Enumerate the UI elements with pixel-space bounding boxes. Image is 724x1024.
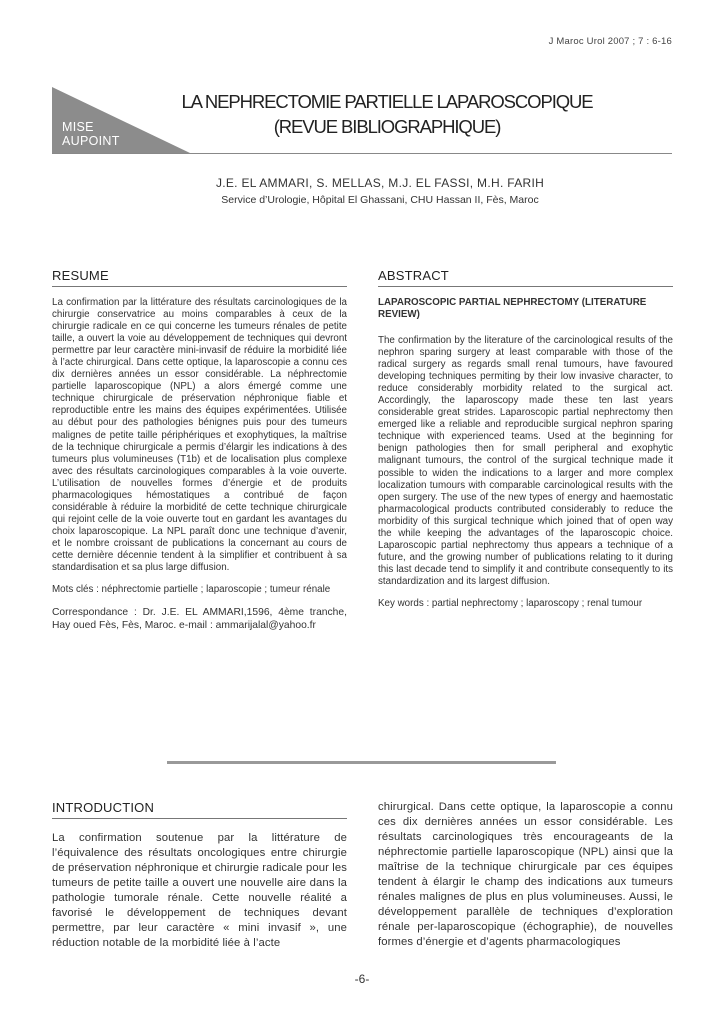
abstract-keywords: Key words : partial nephrectomy ; laparoscopy ; renal tumour <box>378 597 643 609</box>
abstract-body: The confirmation by the literature of the carcinological results of the nephron sparing surgery at least comparable with those of the radical surgery as regards small renal tumours, have favoured developing techniques permiting by their low invasive character, to reduce considerably morbidity related to the surgical act. Accordingly, the laparoscopy made these ten last years considerable great strides. Laparoscopic partial nephrectomy then emerged like a reliable and reproducible surgical nephron sparing technique with experienced teams. Used at the beginning for benign pathologies then for small peripheral and exophytic malignant tumours, the control of the surgical technique made it possible to widen the indications to a larger and more complex localization tumours with comparable carcinological results with the open surgery. The use of the new types of energy and haemostatic pharmacological products contributed considerably to reduce the morbidity of this surgical technique which joined that of open way the while keeping the advantages of the laparoscopic choice. Laparoscopic partial nephrectomy thus appears a technique of a future, and the growing number of publications relating to it during this last decade tend to simplify it and contribute consequently to its standardization and its largest diffusion. <box>378 335 673 587</box>
banner-label-line1: MISE <box>62 120 94 134</box>
banner-label-line2: AUPOINT <box>62 134 120 148</box>
introduction-text-right: chirurgical. Dans cette optique, la laparoscopie a connu ces dix dernières années un essor considérable. Les résultats carcinologiques très encourageants de la néphrectomie partielle laparoscopique (NPL) ainsi que la maîtrise de la technique chirurgicale par ces équipes tendent à élargir le champ des indications aux tumeurs rénales malignes de plus en plus volumineuses. Aussi, le développement parallèle de techniques d’exploration rénale per-laparoscopique (échographie), de nouvelles formes d’énergie et d’agents pharmacologiques <box>378 801 673 948</box>
title-rule <box>52 153 672 154</box>
abstract-column <box>378 268 673 610</box>
abstract-subtitle: LAPAROSCOPIC PARTIAL NEPHRECTOMY (LITERATURE REVIEW) <box>378 297 647 320</box>
resume-column <box>52 268 347 632</box>
resume-keywords: Mots clés : néphrectomie partielle ; laparoscopie ; tumeur rénale <box>52 584 331 596</box>
section-separator <box>167 761 556 764</box>
introduction-heading: INTRODUCTION <box>52 800 347 819</box>
page-number: -6- <box>354 972 370 986</box>
affiliation: Service d’Urologie, Hôpital El Ghassani, CHU Hassan II, Fès, Maroc <box>221 194 539 206</box>
authors: J.E. EL AMMARI, S. MELLAS, M.J. EL FASSI, M.H. FARIH <box>215 176 545 190</box>
title-line-2: (REVUE BIBLIOGRAPHIQUE) <box>273 116 501 137</box>
title-line-1: LA NEPHRECTOMIE PARTIELLE LAPAROSCOPIQUE <box>181 91 593 112</box>
introduction-left-column <box>52 800 347 951</box>
resume-heading: RESUME <box>52 268 347 287</box>
introduction-text-left: La confirmation soutenue par la littérature de l’équivalence des résultats oncologiques entre chirurgie de préservation néphronique et chirurgie radicale pour les tumeurs de petite taille a ouvert une nouvelle aire dans la pathologie tumorale rénale. Cette nouvelle réalité a favorisé le développement de techniques devant permettre, par leur caractère « mini invasif », une réduction notable de la morbidité liée à l’acte <box>52 832 347 949</box>
resume-body: La confirmation par la littérature des résultats carcinologiques de la chirurgie conservatrice au moins comparables à ceux de la chirurgie radicale en ce qui concerne les tumeurs rénales de petite taille, a ouvert la voie au développement de techniques qui devront permettre par leur caractère mini-invasif de réduire la morbidité liée à l’acte chirurgical. Dans cette optique, la laparoscopie a connu ces dix dernières années un essor considérable. La néphrectomie partielle laparoscopique (NPL) a alors émergé comme une technique chirurgicale de préservation néphronique fiable et reproductible entre les mains des équipes expérimentées. Utilisée au début pour des pathologies bénignes puis pour des tumeurs malignes de petite taille périphériques et exophytiques, la maîtrise de la technique chirurgicale a permis d’élargir les indications à des tumeurs plus volumineuses (T1b) et de localisation plus complexe avec des résultats carcinologiques comparables à la voie ouverte. L’utilisation de nouvelles formes d’énergie et de produits pharmacologiques hémostatiques a contribué de façon considérable à réduire la morbidité de cette technique chirurgicale qui rejoint celle de la voie ouverte tout en gardant les avantages du choix laparoscopique. La NPL paraît donc une technique d’avenir, et le nombre croissant de publications la concernant au cours de cette dernière décennie tendent à la simplifier et contribuent à sa standardisation et sa plus large diffusion. <box>52 297 347 574</box>
introduction-right-column <box>378 800 673 950</box>
journal-reference: J Maroc Urol 2007 ; 7 : 6-16 <box>548 36 672 47</box>
article-title <box>52 89 672 139</box>
correspondence[interactable]: Correspondance : Dr. J.E. EL AMMARI,1596, 4ème tranche, Hay oued Fès, Fès, Maroc. e-mail : ammarijalal@yahoo.fr <box>52 607 347 632</box>
abstract-heading: ABSTRACT <box>378 268 673 287</box>
